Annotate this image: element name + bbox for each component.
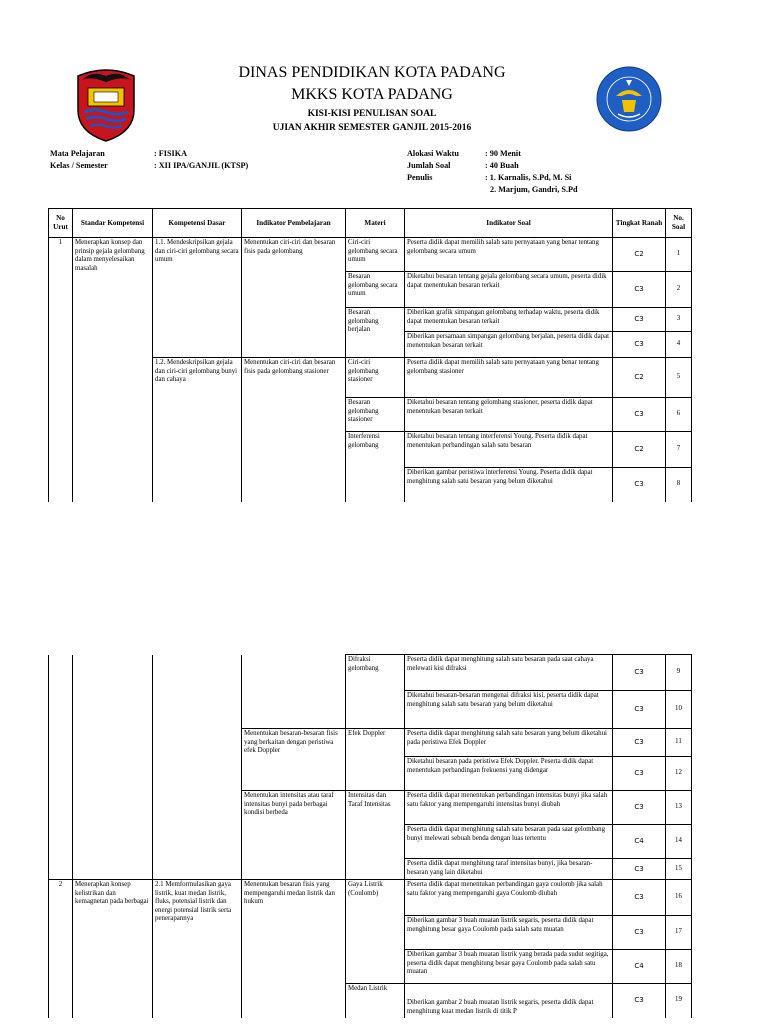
tingkat-ranah-cell: C4 [613, 825, 666, 859]
tingkat-ranah-cell: C3 [613, 791, 666, 825]
materi-cell: Difraksi gelombang [346, 655, 405, 729]
no-soal-cell: 2 [666, 272, 692, 308]
no-soal-cell: 13 [666, 791, 692, 825]
indikator-soal-cell: Diberikan gambar 2 buah muatan listrik segaris, peserta didik dapat menghitung kuat medan listrik di titik P [405, 984, 613, 1018]
indikator-soal-cell: Peserta didik dapat menghitung salah satu besaran pada saat cahaya melewati kisi difraksi [405, 655, 613, 691]
kelas-value: : XII IPA/GANJIL (KTSP) [154, 161, 249, 170]
table-row [49, 655, 692, 691]
no-soal-cell: 14 [666, 825, 692, 859]
materi-cell: Besaran gelombang secara umum [346, 272, 405, 308]
indikator-soal-cell: Peserta didik dapat memilih salah satu pernyataan yang benar tentang gelombang stasioner [405, 358, 613, 398]
table-row [49, 880, 692, 916]
document-title: KISI-KISI PENULISAN SOAL [307, 109, 437, 119]
tingkat-ranah-cell: C3 [613, 757, 666, 791]
materi-cell: Medan Listrik [346, 984, 405, 1018]
header-line-2: MKKS KOTA PADANG [291, 86, 453, 103]
materi-cell: Ciri-ciri gelombang secara umum [346, 238, 405, 272]
indikator-pembelajaran-cell: Menentukan intensitas atau taraf intensitas bunyi pada berbagai kondisi berbeda [242, 791, 346, 880]
tingkat-ranah-cell: C3 [613, 468, 666, 502]
tingkat-ranah-cell: C4 [613, 950, 666, 984]
penulis-label: Penulis [407, 173, 433, 182]
kisi-table-page-2 [48, 654, 692, 1018]
alokasi-value: : 90 Menit [485, 149, 521, 158]
indikator-soal-cell: Diberikan persamaan simpangan gelombang berjalan, peserta didik dapat menentukan besaran terkait [405, 332, 613, 358]
tingkat-ranah-cell: C3 [613, 398, 666, 432]
col-tingkat-ranah: Tingkat Ranah [613, 209, 666, 238]
no-soal-cell: 15 [666, 859, 692, 880]
tingkat-ranah-cell: C3 [613, 272, 666, 308]
materi-cell: Besaran gelombang berjalan [346, 308, 405, 358]
kisi-table-page-1 [48, 208, 692, 502]
tingkat-ranah-cell: C3 [613, 655, 666, 691]
tingkat-ranah-cell: C3 [613, 880, 666, 916]
indikator-soal-cell: Diketahui besaran tentang gejala gelombang secara umum, peserta didik dapat menentukan besaran terkait [405, 272, 613, 308]
tingkat-ranah-cell: C3 [613, 859, 666, 880]
tingkat-ranah-cell: C3 [613, 308, 666, 332]
no-soal-cell: 1 [666, 238, 692, 272]
alokasi-label: Alokasi Waktu [407, 149, 459, 158]
table-header-row [49, 209, 692, 238]
no-soal-cell: 19 [666, 984, 692, 1018]
col-indikator-pembelajaran: Indikator Pembelajaran [242, 209, 346, 238]
col-indikator-soal: Indikator Soal [405, 209, 613, 238]
indikator-soal-cell: Diketahui besaran tentang gelombang stasioner, peserta didik dapat menentukan besaran terkait [405, 398, 613, 432]
tingkat-ranah-cell: C2 [613, 358, 666, 398]
jumlah-value: : 40 Buah [485, 161, 519, 170]
col-no-urut: No Urut [49, 209, 73, 238]
col-materi: Materi [346, 209, 405, 238]
no-soal-cell: 16 [666, 880, 692, 916]
standar-kompetensi-cell: Menerapkan konsep kelistrikan dan kemagnetan pada berbagai [73, 880, 153, 1018]
indikator-pembelajaran-cell: Menentukan ciri-ciri dan besaran fisis pada gelombang stasioner [242, 358, 346, 502]
meta-right-values [485, 148, 578, 196]
no-soal-cell: 7 [666, 432, 692, 468]
kelas-label: Kelas / Semester [50, 161, 108, 170]
table-row [49, 238, 692, 272]
tingkat-ranah-cell: C3 [613, 916, 666, 950]
no-soal-cell: 9 [666, 655, 692, 691]
indikator-soal-cell: Peserta didik dapat menentukan perbandingan gaya coulomb jika salah satu faktor yang mempengaruhi gaya Coulomb diubah [405, 880, 613, 916]
mapel-label: Mata Pelajaran [50, 149, 105, 158]
indikator-soal-cell: Peserta didik dapat menghitung salah satu besaran yang belum diketahui pada peristiwa Efek Doppler [405, 729, 613, 757]
no-urut-cell: 2 [49, 880, 73, 1018]
meta-left-values [154, 148, 248, 172]
no-soal-cell: 8 [666, 468, 692, 502]
meta-right-labels [407, 148, 459, 184]
no-soal-cell: 12 [666, 757, 692, 791]
no-soal-cell: 17 [666, 916, 692, 950]
tingkat-ranah-cell: C3 [613, 332, 666, 358]
indikator-soal-cell: Diberikan gambar 3 buah muatan listrik segaris, peserta didik dapat menghitung besar gaya Coulomb pada salah satu muatan [405, 916, 613, 950]
indikator-pembelajaran-cell: Menentukan besaran-besaran fisis yang berkaitan dengan peristiwa efek Doppler [242, 729, 346, 791]
materi-cell: Intensitas dan Taraf Intensitas [346, 791, 405, 880]
tingkat-ranah-cell: C3 [613, 691, 666, 729]
tingkat-ranah-cell: C3 [613, 984, 666, 1018]
indikator-soal-cell: Peserta didik dapat menentukan perbandingan intensitas bunyi jika salah satu faktor yang mempengaruhi intensitas bunyi diubah [405, 791, 613, 825]
materi-cell: Interferensi gelombang [346, 432, 405, 502]
no-soal-cell: 11 [666, 729, 692, 757]
indikator-pembelajaran-cell [242, 655, 346, 729]
standar-kompetensi-cell: Menerapkan konsep dan prinsip gejala gelombang dalam menyelesaikan masalah [73, 238, 153, 502]
no-urut-cell: 1 [49, 238, 73, 502]
col-kompetensi-dasar: Kompetensi Dasar [153, 209, 242, 238]
materi-cell: Efek Doppler [346, 729, 405, 791]
penulis-2: 2. Marjum, Gandri, S.Pd [490, 185, 578, 194]
indikator-soal-cell: Peserta didik dapat menghitung salah satu besaran pada saat gelombang bunyi melewati sebuah benda dengan luas tertentu [405, 825, 613, 859]
kompetensi-dasar-cell: 2.1 Memformulasikan gaya listrik, kuat medan listrik, fluks, potensial listrik dan energi potensial listrik serta penerapannya [153, 880, 242, 1018]
kompetensi-dasar-cell: 1.1. Mendeskripsikan gejala dan ciri-ciri gelombang secara umum [153, 238, 242, 358]
materi-cell: Gaya Listrik (Coulomb) [346, 880, 405, 984]
no-soal-cell: 3 [666, 308, 692, 332]
standar-kompetensi-cell [73, 655, 153, 880]
indikator-pembelajaran-cell: Menentukan besaran fisis yang mempengaruhi medan listrik dan hukum [242, 880, 346, 1018]
penulis-1: : 1. Karnalis, S.Pd, M. Si [485, 173, 572, 182]
indikator-soal-cell: Peserta didik dapat menghitung taraf intensitas bunyi, jika besaran-besaran yang lain diketahui [405, 859, 613, 880]
jumlah-label: Jumlah Soal [407, 161, 451, 170]
no-soal-cell: 6 [666, 398, 692, 432]
kompetensi-dasar-cell [153, 655, 242, 880]
header-line-1: DINAS PENDIDIKAN KOTA PADANG [238, 64, 506, 81]
indikator-soal-cell: Diketahui besaran-besaran mengenai difraksi kisi, peserta didik dapat menghitung salah satu besaran yang belum diketahui [405, 691, 613, 729]
tingkat-ranah-cell: C2 [613, 432, 666, 468]
kompetensi-dasar-cell: 1.2. Mendeskripsikan gejala dan ciri-ciri gelombang bunyi dan cahaya [153, 358, 242, 502]
tut-wuri-handayani-logo-icon [596, 66, 662, 132]
padang-city-emblem-icon [72, 66, 140, 142]
materi-cell: Besaran gelombang stasioner [346, 398, 405, 432]
indikator-pembelajaran-cell: Menentukan ciri-ciri dan besaran fisis pada gelombang [242, 238, 346, 358]
document-subtitle: UJIAN AKHIR SEMESTER GANJIL 2015-2016 [272, 123, 472, 133]
indikator-soal-cell: Diberikan grafik simpangan gelombang terhadap waktu, peserta didik dapat menentukan besaran terkait [405, 308, 613, 332]
indikator-soal-cell: Diberikan gambar 3 buah muatan listrik yang berada pada sudut segitiga, peserta didik dapat menghitung besar gaya Coulomb pada salah satu muatan [405, 950, 613, 984]
no-soal-cell: 4 [666, 332, 692, 358]
no-soal-cell: 5 [666, 358, 692, 398]
no-soal-cell: 10 [666, 691, 692, 729]
materi-cell: Ciri-ciri gelombang stasioner [346, 358, 405, 398]
col-standar-kompetensi: Standar Kompetensi [73, 209, 153, 238]
mapel-value: : FISIKA [154, 149, 187, 158]
indikator-soal-cell: Peserta didik dapat memilih salah satu pernyataan yang benar tentang gelombang secara umum [405, 238, 613, 272]
meta-left-labels [50, 148, 108, 172]
col-no-soal: No. Soal [666, 209, 692, 238]
tingkat-ranah-cell: C2 [613, 238, 666, 272]
indikator-soal-cell: Diketahui besaran pada peristiwa Efek Doppler. Peserta didik dapat menentukan perbandingan frekuensi yang didengar [405, 757, 613, 791]
no-urut-cell [49, 655, 73, 880]
indikator-soal-cell: Diberikan gambar peristiwa interferensi Young. Peserta didik dapat menghitung salah satu besaran yang belum diketahui [405, 468, 613, 502]
indikator-soal-cell: Diketahui besaran tentang interferensi Young. Peserta didik dapat menentukan perbandingan salah satu besaran [405, 432, 613, 468]
tingkat-ranah-cell: C3 [613, 729, 666, 757]
no-soal-cell: 18 [666, 950, 692, 984]
